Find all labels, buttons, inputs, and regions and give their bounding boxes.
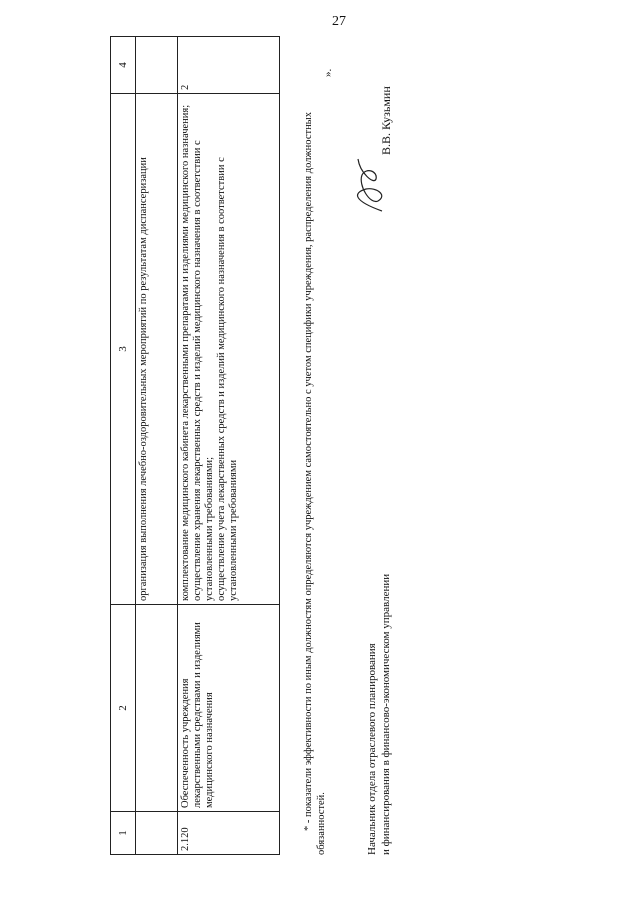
table-row bbox=[136, 37, 178, 855]
table-row bbox=[178, 37, 280, 855]
footnote: * - показатели эффективности по иным должностям определяются учреждением самостоятельно с учетом специфики учреждения, распределения должностных обязанностей. bbox=[303, 112, 327, 855]
row-criteria bbox=[178, 94, 280, 605]
row-number: 2.120 bbox=[178, 812, 280, 855]
handwritten-signature bbox=[348, 155, 392, 215]
row-score: 2 bbox=[178, 37, 280, 94]
signatory-position bbox=[365, 574, 393, 855]
signatory-position-line-1: Начальник отдела отраслевого планирования bbox=[366, 643, 378, 855]
closing-quote: ». bbox=[322, 68, 334, 77]
header-col-4: 4 bbox=[111, 37, 136, 94]
criteria-line: осуществление хранения лекарственных средств и изделий медицинского назначения в соответствии с установленными требованиями; bbox=[192, 140, 215, 601]
header-col-3: 3 bbox=[111, 94, 136, 605]
row-cont-col-4 bbox=[136, 37, 178, 94]
table-header-row bbox=[111, 37, 136, 855]
row-cont-col-1 bbox=[136, 812, 178, 855]
criteria-line: комплектование медицинского кабинета лекарственными препаратами и изделиями медицинского назначения; bbox=[180, 104, 191, 601]
criteria-line: осуществление учета лекарственных средств и изделий медицинского назначения в соответствии с установленными требованиями bbox=[216, 157, 239, 601]
row-cont-col-3: организация выполнения лечебно-оздоровительных мероприятий по результатам диспансеризации bbox=[136, 94, 178, 605]
indicators-table bbox=[110, 36, 280, 855]
header-col-2: 2 bbox=[111, 605, 136, 812]
header-col-1: 1 bbox=[111, 812, 136, 855]
row-cont-col-2 bbox=[136, 605, 178, 812]
page-number: 27 bbox=[332, 14, 346, 29]
row-indicator-name: Обеспеченность учреждения лекарственными средствами и изделиями медицинского назначения bbox=[178, 605, 280, 812]
signatory-name: В.В. Кузьмин bbox=[379, 86, 393, 155]
signatory-position-line-2: и финансирования в финансово-экономическом управлении bbox=[380, 573, 392, 855]
rotated-page-content bbox=[110, 62, 410, 855]
